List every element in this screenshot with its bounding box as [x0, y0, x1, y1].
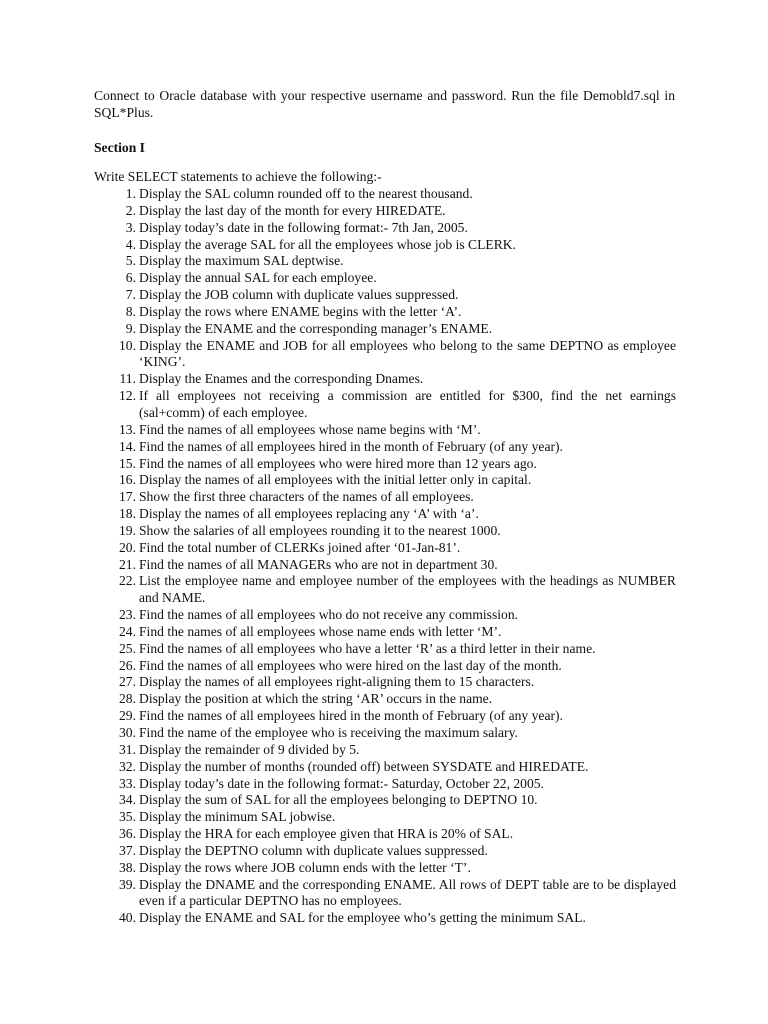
task-number: 21. [119, 556, 136, 572]
task-item [110, 624, 676, 641]
task-text: List the employee name and employee number of the employees with the headings as NUMBER and NAME. [139, 573, 676, 606]
task-text: Display the names of all employees with the initial letter only in capital. [139, 472, 532, 488]
task-item [110, 472, 676, 489]
task-number: 40. [119, 910, 136, 926]
task-number: 18. [119, 506, 136, 522]
task-text: Display the rows where JOB column ends with the letter ‘T’. [139, 859, 471, 875]
task-item [110, 270, 676, 287]
task-number: 2. [125, 202, 136, 218]
task-number: 24. [119, 623, 136, 639]
task-item [110, 843, 676, 860]
task-item [110, 557, 676, 574]
task-text: Display the position at which the string ‘AR’ occurs in the name. [139, 691, 493, 707]
task-number: 33. [119, 775, 136, 791]
task-number: 30. [119, 725, 136, 740]
task-text: Display the annual SAL for each employee. [139, 270, 377, 286]
instruction-lead: Write SELECT statements to achieve the following:- [94, 169, 382, 184]
task-item [110, 506, 676, 523]
task-text: Find the total number of CLERKs joined after ‘01-Jan-81’. [139, 539, 461, 555]
task-number: 3. [125, 219, 136, 235]
task-text: Display the rows where ENAME begins with the letter ‘A’. [139, 303, 462, 319]
task-text: Find the names of all employees whose name ends with letter ‘M’. [139, 623, 502, 639]
task-text: Display the ENAME and JOB for all employees who belong to the same DEPTNO as employee ‘KING’. [139, 337, 676, 370]
task-number: 17. [119, 489, 136, 505]
task-item [110, 203, 676, 220]
task-number: 10. [119, 337, 136, 353]
task-item [110, 725, 676, 742]
task-number: 16. [119, 472, 136, 488]
task-number: 15. [119, 455, 136, 471]
task-item [110, 304, 676, 321]
task-list [110, 186, 676, 927]
task-text: Find the names of all employees who were hired on the last day of the month. [139, 657, 562, 673]
task-item [110, 489, 676, 506]
task-number: 19. [119, 522, 136, 538]
task-text: Find the names of all employees who have a letter ‘R’ as a third letter in their name. [139, 640, 596, 656]
task-text: Display the average SAL for all the employees whose job is CLERK. [139, 236, 517, 252]
task-text: Show the first three characters of the names of all employees. [139, 489, 474, 505]
task-item [110, 809, 676, 826]
task-text: Find the names of all MANAGERs who are not in department 30. [139, 556, 498, 572]
task-text: Find the name of the employee who is receiving the maximum salary. [139, 725, 518, 740]
task-item [110, 877, 676, 911]
task-item [110, 540, 676, 557]
task-text: Display the ENAME and the corresponding manager’s ENAME. [139, 320, 493, 336]
task-item [110, 674, 676, 691]
intro-paragraph: Connect to Oracle database with your respective username and password. Run the file Demobld7.sql in SQL*Plus. [94, 88, 675, 120]
task-item [110, 456, 676, 473]
task-item [110, 439, 676, 456]
task-number: 39. [119, 876, 136, 892]
task-item [110, 321, 676, 338]
task-item [110, 186, 676, 203]
task-number: 7. [125, 287, 136, 303]
section-heading: Section I [94, 140, 145, 155]
task-number: 35. [119, 809, 136, 825]
task-item [110, 691, 676, 708]
task-item [110, 220, 676, 237]
task-number: 26. [119, 657, 136, 673]
task-number: 37. [119, 842, 136, 858]
task-number: 25. [119, 640, 136, 656]
task-item [110, 388, 676, 422]
task-text: Display the DNAME and the corresponding ENAME. All rows of DEPT table are to be displayed even if a particular DEPTNO has no employees. [139, 876, 676, 909]
task-number: 9. [125, 320, 136, 336]
task-text: Display the Enames and the corresponding Dnames. [139, 371, 424, 387]
task-text: Display the SAL column rounded off to the nearest thousand. [139, 186, 473, 201]
task-item [110, 641, 676, 658]
task-text: Display the names of all employees replacing any ‘A’ with ‘a’. [139, 506, 479, 522]
task-number: 31. [119, 741, 136, 757]
task-number: 27. [119, 674, 136, 690]
task-text: Display the last day of the month for every HIREDATE. [139, 202, 446, 218]
task-text: Display the sum of SAL for all the employees belonging to DEPTNO 10. [139, 792, 538, 808]
task-item [110, 422, 676, 439]
task-text: Show the salaries of all employees rounding it to the nearest 1000. [139, 522, 501, 538]
task-number: 14. [119, 438, 136, 454]
task-text: Display today’s date in the following format:- Saturday, October 22, 2005. [139, 775, 544, 791]
task-number: 29. [119, 708, 136, 724]
task-number: 6. [125, 270, 136, 286]
task-item [110, 759, 676, 776]
task-item [110, 742, 676, 759]
task-number: 13. [119, 421, 136, 437]
task-number: 1. [125, 186, 136, 201]
task-item [110, 607, 676, 624]
task-item [110, 708, 676, 725]
task-number: 20. [119, 539, 136, 555]
task-number: 28. [119, 691, 136, 707]
task-item [110, 910, 676, 927]
task-text: Find the names of all employees hired in the month of February (of any year). [139, 438, 563, 454]
task-item [110, 860, 676, 877]
task-number: 5. [125, 253, 136, 269]
task-text: Display the ENAME and SAL for the employee who’s getting the minimum SAL. [139, 910, 586, 926]
task-item [110, 287, 676, 304]
task-text: Display the remainder of 9 divided by 5. [139, 741, 360, 757]
task-number: 4. [125, 236, 136, 252]
task-number: 22. [119, 573, 136, 589]
task-text: Display the minimum SAL jobwise. [139, 809, 336, 825]
task-number: 11. [119, 371, 136, 387]
task-text: If all employees not receiving a commission are entitled for $300, find the net earnings (sal+comm) of each employee. [139, 388, 676, 420]
task-item [110, 371, 676, 388]
task-number: 32. [119, 758, 136, 774]
task-number: 34. [119, 792, 136, 808]
task-number: 12. [119, 388, 136, 404]
task-text: Display today’s date in the following format:- 7th Jan, 2005. [139, 219, 468, 235]
task-text: Display the HRA for each employee given that HRA is 20% of SAL. [139, 826, 514, 842]
task-text: Display the names of all employees right-aligning them to 15 characters. [139, 674, 535, 690]
task-item [110, 826, 676, 843]
task-item [110, 253, 676, 270]
task-number: 38. [119, 859, 136, 875]
task-text: Find the names of all employees hired in the month of February (of any year). [139, 708, 563, 724]
task-number: 23. [119, 607, 136, 623]
task-text: Display the number of months (rounded off) between SYSDATE and HIREDATE. [139, 758, 589, 774]
task-item [110, 338, 676, 372]
task-item [110, 573, 676, 607]
task-text: Find the names of all employees who do not receive any commission. [139, 607, 519, 623]
task-text: Display the JOB column with duplicate values suppressed. [139, 287, 459, 303]
task-text: Find the names of all employees who were hired more than 12 years ago. [139, 455, 537, 471]
task-item [110, 776, 676, 793]
task-item [110, 237, 676, 254]
task-item [110, 523, 676, 540]
task-text: Find the names of all employees whose name begins with ‘M’. [139, 421, 481, 437]
task-number: 36. [119, 826, 136, 842]
task-text: Display the DEPTNO column with duplicate values suppressed. [139, 842, 488, 858]
task-text: Display the maximum SAL deptwise. [139, 253, 344, 269]
task-item [110, 792, 676, 809]
task-number: 8. [125, 303, 136, 319]
task-item [110, 658, 676, 675]
